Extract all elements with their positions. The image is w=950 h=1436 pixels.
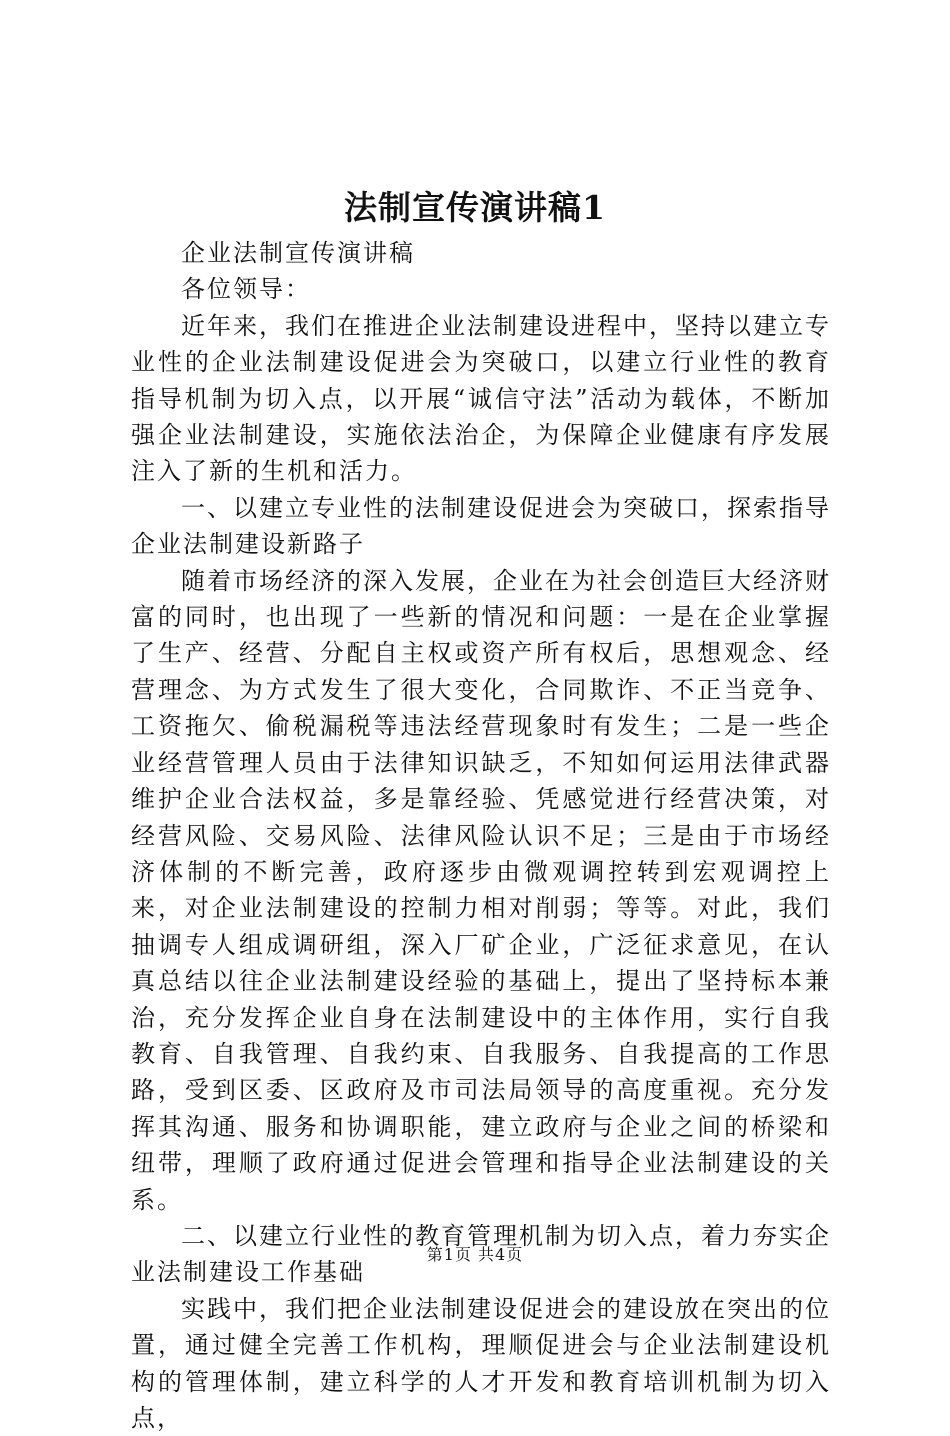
paragraph-subtitle: 企业法制宣传演讲稿 bbox=[181, 239, 415, 267]
section-heading-2: 二、以建立行业性的教育管理机制为切入点，着力夯实企业法制建设工作基础 bbox=[131, 1221, 831, 1287]
paragraph-intro: 近年来，我们在推进企业法制建设进程中，坚持以建立专业性的企业法制建设促进会为突破口，以建立行业性的教育指导机制为切入点，以开展“诚信守法”活动为载体，不断加强企业法制建设，实施依法治企，为保障企业健康有序发展注入了新的生机和活力。 bbox=[131, 311, 831, 486]
page-footer: 第1页 共4页 bbox=[426, 1245, 524, 1264]
paragraph-section-1: 随着市场经济的深入发展，企业在为社会创造巨大经济财富的同时，也出现了一些新的情况和问题：一是在企业掌握了生产、经营、分配自主权或资产所有权后，思想观念、经营理念、为方式发生了很大变化，合同欺诈、不正当竞争、工资拖欠、偷税漏税等违法经营现象时有发生；二是一些企业经营管理人员由于法律知识缺乏，不知如何运用法律武器维护企业合法权益，多是靠经验、凭感觉进行经营决策，对经营风险、交易风险、法律风险认识不足；三是由于市场经济体制的不断完善，政府逐步由微观调控转到宏观调控上来，对企业法制建设的控制力相对削弱；等等。对此，我们抽调专人组成调研组，深入厂矿企业，广泛征求意见，在认真总结以往企业法制建设经验的基础上，提出了坚持标本兼治，充分发挥企业自身在法制建设中的主体作用，实行自我教育、自我管理、自我约束、自我服务、自我提高的工作思路，受到区委、区政府及市司法局领导的高度重视。充分发挥其沟通、服务和协调职能，建立政府与企业之间的桥梁和纽带，理顺了政府通过促进会管理和指导企业法制建设的关系。 bbox=[131, 566, 831, 1214]
paragraph-salutation: 各位领导： bbox=[181, 275, 311, 304]
section-heading-1: 一、以建立专业性的法制建设促进会为突破口，探索指导企业法制建设新路子 bbox=[131, 493, 831, 559]
paragraph-section-2: 实践中，我们把企业法制建设促进会的建设放在突出的位置，通过健全完善工作机构，理顺促进会与企业法制建设机构的管理体制，建立科学的人才开发和教育培训机制为切入点， bbox=[131, 1294, 831, 1432]
document-title: 法制宣传演讲稿1 bbox=[344, 188, 606, 227]
